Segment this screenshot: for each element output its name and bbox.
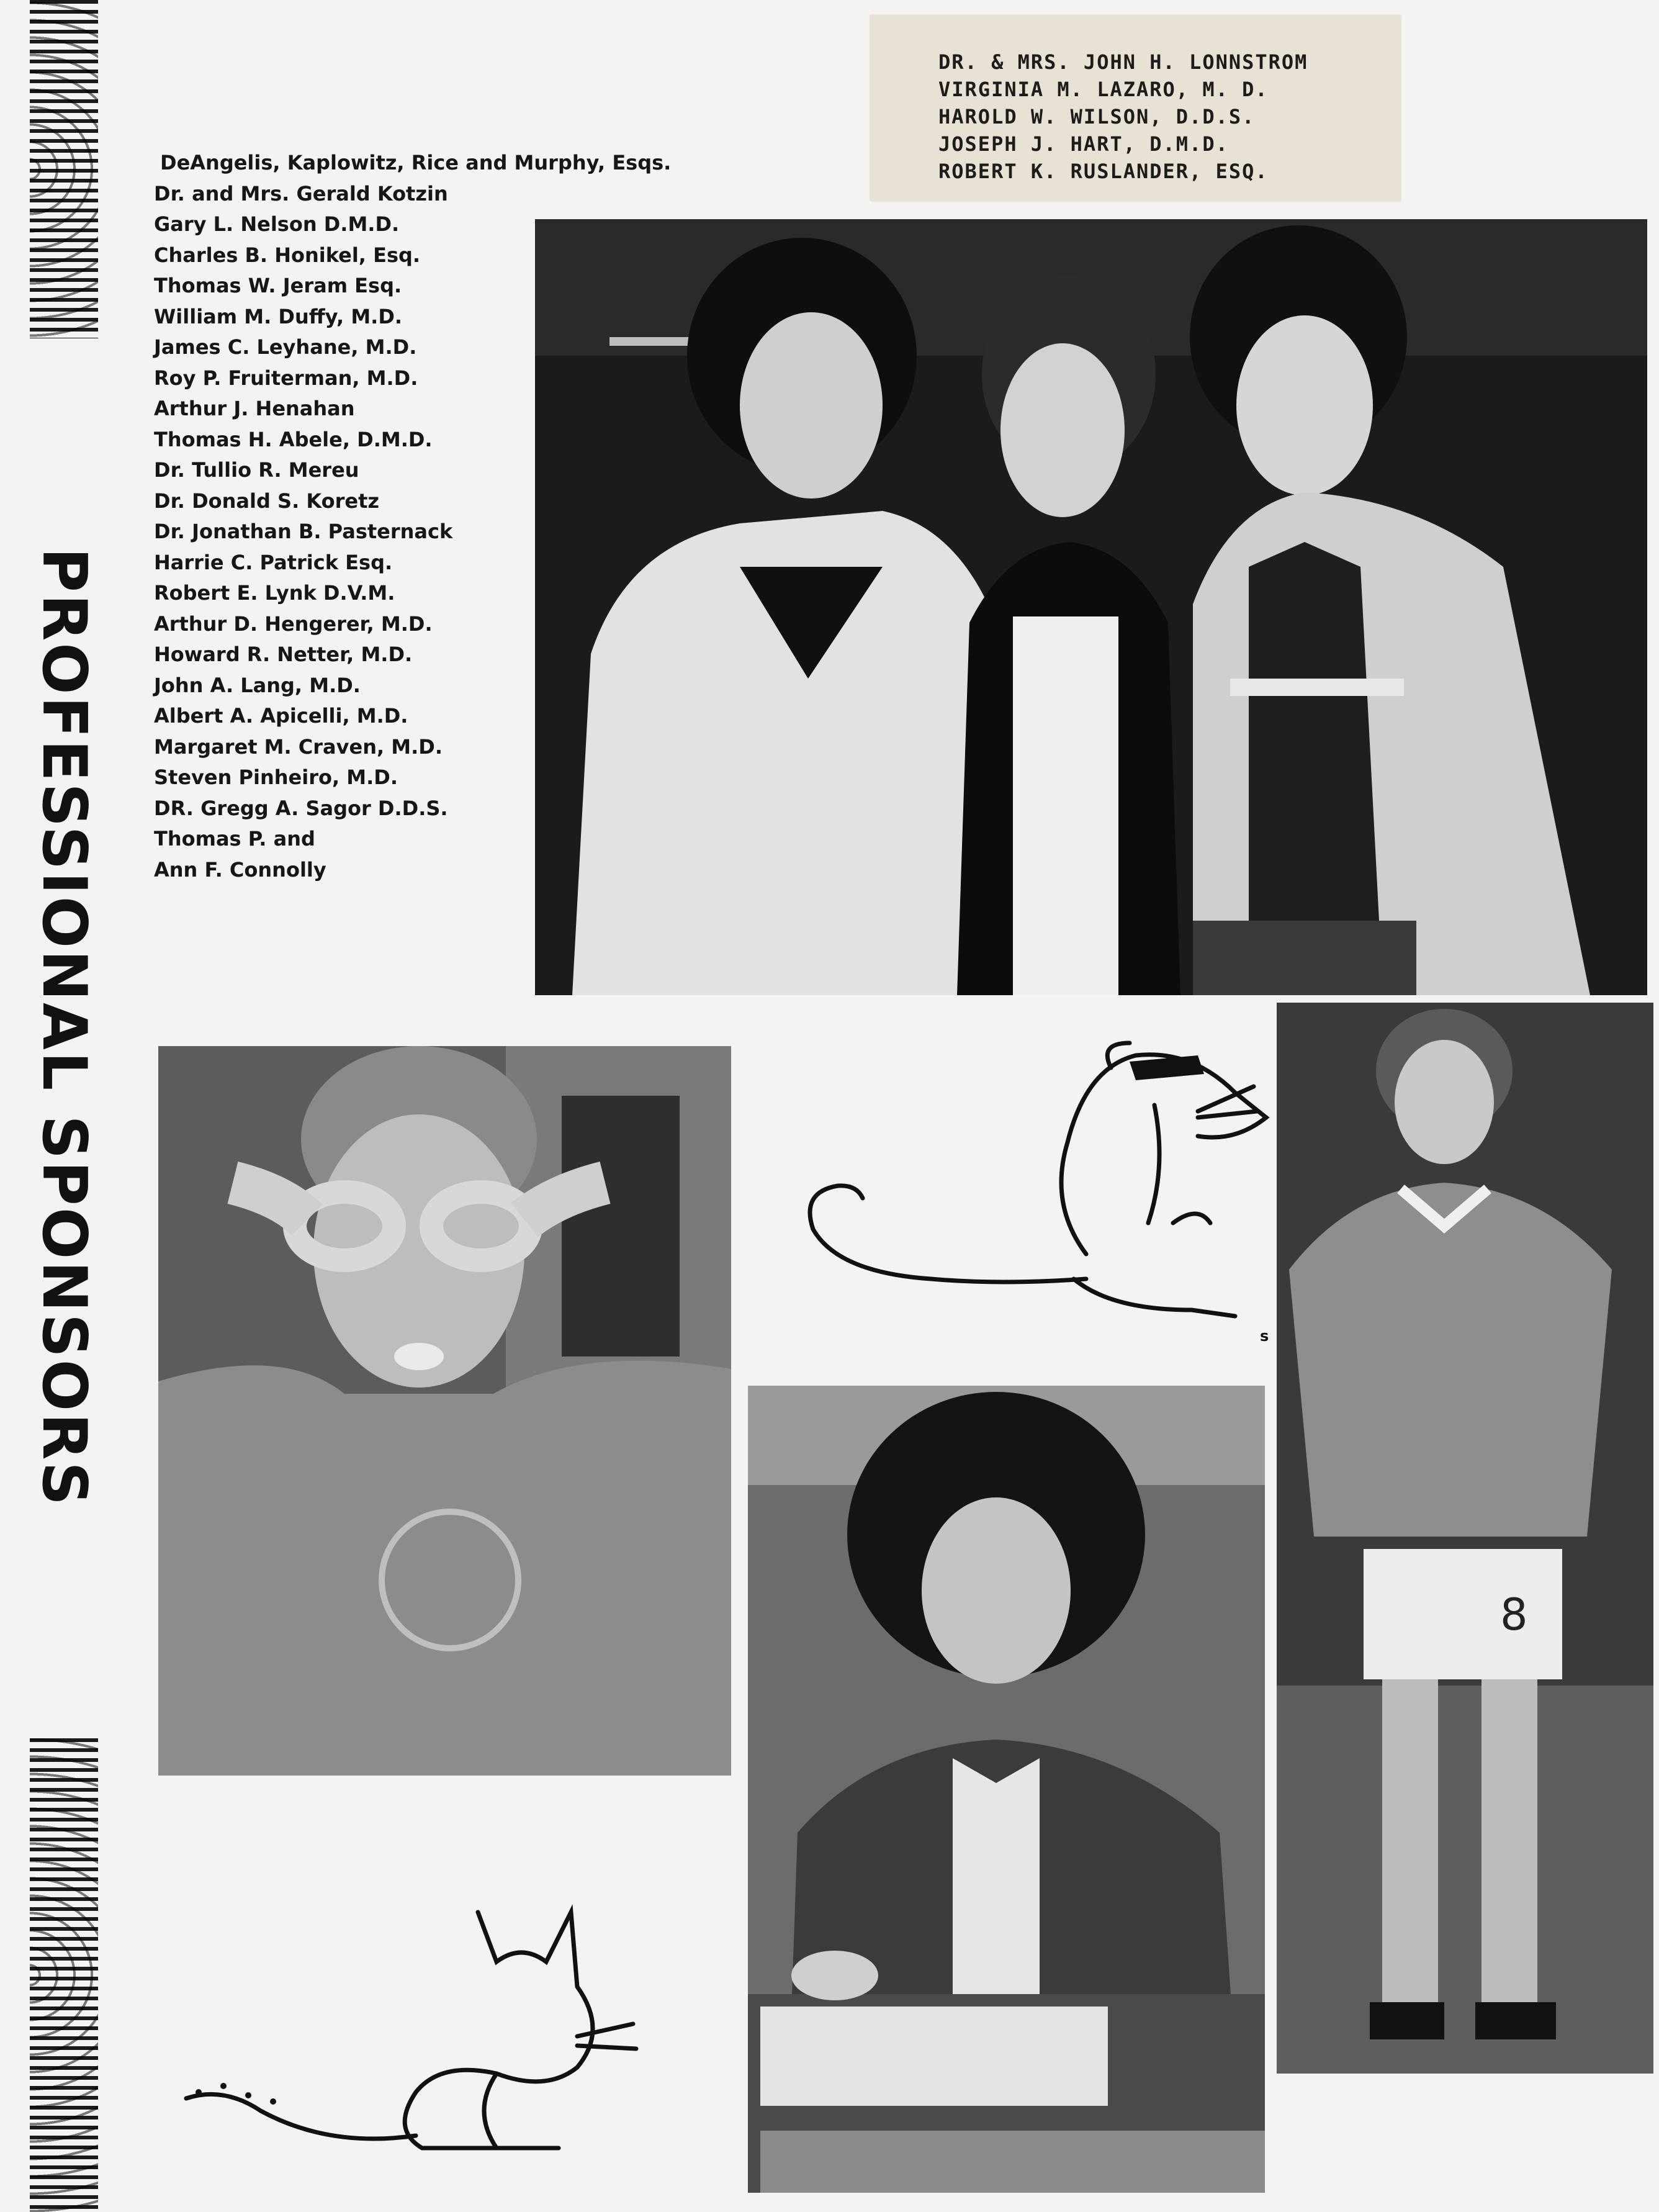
label-line: HAROLD W. WILSON, D.D.S. <box>938 105 1256 129</box>
photo-girl-writing <box>748 1386 1265 2193</box>
sponsor-name: Arthur J. Henahan <box>154 397 355 420</box>
photo-soccer-player <box>1277 1003 1653 2074</box>
sponsor-name: Arthur D. Hengerer, M.D. <box>154 612 433 636</box>
label-lines <box>870 15 1401 185</box>
sponsor-name: Robert E. Lynk D.V.M. <box>154 581 395 605</box>
sponsor-name: Ann F. Connolly <box>154 857 326 882</box>
sponsor-name: Howard R. Netter, M.D. <box>154 643 413 666</box>
sponsor-name: Charles B. Honikel, Esq. <box>154 243 421 267</box>
label-line: ROBERT K. RUSLANDER, ESQ. <box>938 160 1269 183</box>
photo-boy-hand-goggles <box>158 1046 731 1776</box>
sponsor-name: Roy P. Fruiterman, M.D. <box>154 366 418 390</box>
sponsor-name: John A. Lang, M.D. <box>154 673 361 697</box>
jersey-number: 8 <box>1500 1589 1528 1640</box>
label-line: DR. & MRS. JOHN H. LONNSTROM <box>938 50 1308 74</box>
sponsor-name: William M. Duffy, M.D. <box>154 304 403 328</box>
label-line: VIRGINIA M. LAZARO, M. D. <box>938 78 1269 101</box>
sponsor-name: DR. Gregg A. Sagor D.D.S. <box>154 796 448 820</box>
decorative-border-top <box>30 0 98 338</box>
sponsor-name: Albert A. Apicelli, M.D. <box>154 704 408 728</box>
decorative-border-bottom <box>30 1738 98 2212</box>
sponsor-name: Dr. and Mrs. Gerald Kotzin <box>154 181 448 205</box>
cat-sketch <box>174 1887 670 2160</box>
sponsor-name: Thomas P. and <box>154 827 315 851</box>
sponsor-name: Dr. Jonathan B. Pasternack <box>154 520 453 543</box>
sponsor-name: Steven Pinheiro, M.D. <box>154 765 398 789</box>
typed-label <box>870 15 1401 201</box>
sponsor-name: Margaret M. Craven, M.D. <box>154 734 443 759</box>
mouse-sketch <box>763 1018 1272 1366</box>
sketch-initial: s <box>1260 1327 1269 1345</box>
photo-three-girls <box>535 219 1647 995</box>
sponsor-name: DeAngelis, Kaplowitz, Rice and Murphy, Esqs. <box>160 151 672 174</box>
page-title: PROFESSIONAL SPONSORS <box>29 547 99 1508</box>
sponsor-name: Harrie C. Patrick Esq. <box>154 550 393 574</box>
sponsor-name: Thomas H. Abele, D.M.D. <box>154 427 433 451</box>
sponsor-name: Gary L. Nelson D.M.D. <box>154 212 400 236</box>
label-line: JOSEPH J. HART, D.M.D. <box>938 132 1229 156</box>
sponsor-name: Thomas W. Jeram Esq. <box>154 274 402 297</box>
sponsor-name: Dr. Donald S. Koretz <box>154 489 379 513</box>
sponsor-name: James C. Leyhane, M.D. <box>154 335 417 359</box>
sponsor-name: Dr. Tullio R. Mereu <box>154 458 359 482</box>
